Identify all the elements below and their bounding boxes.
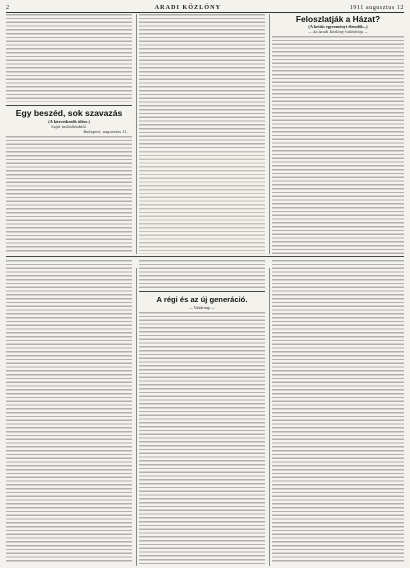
column-rule-2 <box>269 14 270 254</box>
page-header <box>6 2 404 12</box>
article-text <box>6 136 132 254</box>
issue-date: 1911 augusztus 12 <box>349 3 404 11</box>
newspaper-title: ARADI KÖZLÖNY <box>154 3 222 11</box>
source-note: Saját tudósítónktól. <box>51 125 87 129</box>
column-rule-3 <box>136 268 137 566</box>
article-text <box>6 14 132 102</box>
dateline: Budapest, augusztus 11. <box>83 130 128 134</box>
article-headline: Egy beszéd, sok szavazás <box>15 108 123 118</box>
article-divider <box>139 291 265 292</box>
column-3 <box>272 14 404 254</box>
article-text <box>272 260 404 564</box>
page-number: 2 <box>6 3 10 11</box>
header-rule <box>6 12 404 13</box>
article-text <box>139 151 265 254</box>
article-text <box>139 14 265 148</box>
column-2-lower <box>139 260 265 565</box>
article-subheading: (A közvetkezők ülése.) <box>48 119 90 124</box>
article-headline: Feloszlatják a Házat? <box>295 14 381 24</box>
article-text <box>272 36 404 254</box>
column-rule-1 <box>136 14 137 254</box>
column-3-lower <box>272 260 404 565</box>
source-note: — Az Aradi Közlöny tudósítója — <box>308 30 368 34</box>
article-text <box>6 260 132 564</box>
article-text <box>139 312 265 564</box>
article-divider <box>6 105 132 106</box>
column-1-lower <box>6 260 132 565</box>
article-subheading: — Vásárnap — <box>189 305 215 310</box>
column-rule-4 <box>269 268 270 566</box>
section-divider <box>6 256 404 257</box>
column-1 <box>6 14 132 254</box>
column-2 <box>139 14 265 254</box>
article-headline: A régi és az új generáció. <box>156 295 248 304</box>
article-text <box>139 260 265 288</box>
article-subheading: (A kettős egyezményt élesedik...) <box>308 24 368 29</box>
